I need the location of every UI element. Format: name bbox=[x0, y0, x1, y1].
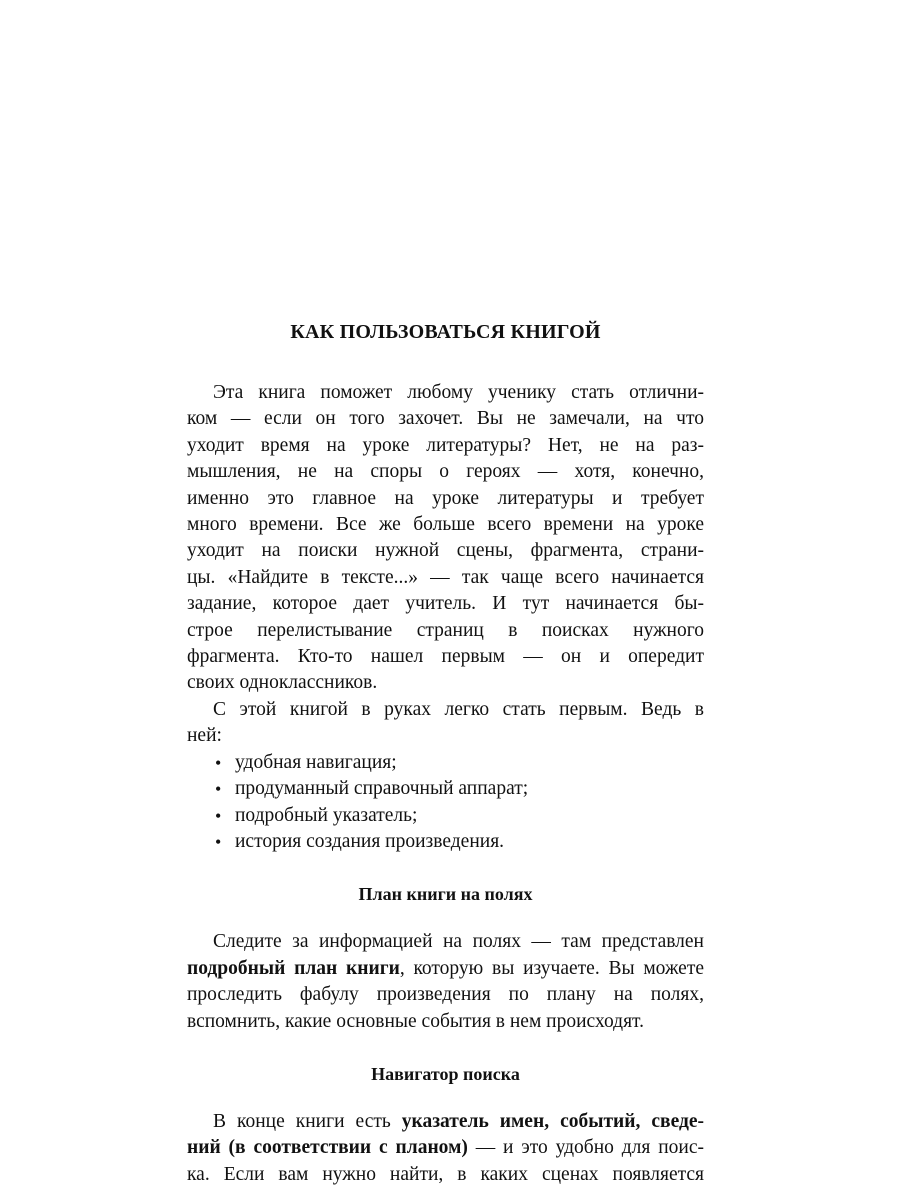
second-paragraph bbox=[187, 697, 704, 750]
section-heading-navigator: Навигатор поиска bbox=[371, 1063, 520, 1084]
list-item bbox=[213, 803, 704, 829]
text-fragment: — и это удобно для поис- bbox=[467, 1137, 704, 1159]
list-item-text: продуманный справочный аппарат; bbox=[235, 778, 529, 800]
text-line: строе перелистывание страниц в поисках нужного bbox=[187, 619, 704, 641]
text-line: С этой книгой в руках легко стать первым. Ведь в bbox=[213, 698, 704, 720]
text-line: именно это главное на уроке литературы и требует bbox=[187, 487, 704, 509]
text-line: ком — если он того захочет. Вы не замечали, на что bbox=[187, 408, 704, 430]
bold-term: ний (в соответствии с планом) bbox=[187, 1137, 468, 1159]
bold-term: указатель имен, событий, сведе- bbox=[401, 1110, 704, 1132]
intro-paragraph bbox=[187, 380, 704, 697]
text-line: ней: bbox=[187, 725, 222, 747]
feature-list bbox=[213, 750, 704, 856]
section-heading-plan: План книги на полях bbox=[358, 884, 533, 905]
text-line: ка. Если вам нужно найти, в каких сценах появляется bbox=[187, 1163, 704, 1185]
bold-term: подробный план книги bbox=[187, 957, 400, 979]
text-line: цы. «Найдите в тексте...» — так чаще всего начинается bbox=[187, 566, 704, 588]
text-line: фрагмента. Кто-то нашел первым — он и опередит bbox=[187, 646, 704, 668]
text-line: мышления, не на споры о героях — хотя, конечно, bbox=[187, 461, 704, 483]
plan-paragraph bbox=[187, 929, 704, 1035]
text-line bbox=[187, 956, 704, 982]
text-line: Следите за информацией на полях — там представлен bbox=[213, 931, 704, 953]
text-fragment: В конце книги есть bbox=[213, 1110, 402, 1132]
list-item bbox=[213, 829, 704, 855]
text-line: уходит на поиски нужной сцены, фрагмента, страни- bbox=[187, 540, 704, 562]
list-item bbox=[213, 750, 704, 776]
list-item-text: история создания произведения. bbox=[235, 830, 505, 852]
bullet-icon: • bbox=[215, 805, 222, 826]
page-body bbox=[187, 318, 704, 1188]
list-item-text: подробный указатель; bbox=[235, 804, 418, 826]
text-line: проследить фабулу произведения по плану на полях, bbox=[187, 984, 704, 1006]
text-line bbox=[187, 1109, 704, 1135]
text-line: своих одноклассников. bbox=[187, 672, 378, 694]
list-item-text: удобная навигация; bbox=[235, 751, 397, 773]
page-title: КАК ПОЛЬЗОВАТЬСЯ КНИГОЙ bbox=[290, 321, 601, 343]
navigator-paragraph bbox=[187, 1109, 704, 1188]
list-item bbox=[213, 776, 704, 802]
bullet-icon: • bbox=[215, 779, 222, 800]
text-line bbox=[187, 1135, 704, 1161]
bullet-icon: • bbox=[215, 752, 222, 773]
text-line: Эта книга поможет любому ученику стать отлични- bbox=[213, 382, 704, 403]
text-line: задание, которое дает учитель. И тут начинается бы- bbox=[187, 593, 704, 615]
text-line: много времени. Все же больше всего времени на уроке bbox=[187, 514, 704, 536]
text-fragment: , которую вы изучаете. Вы можете bbox=[399, 957, 704, 979]
text-line: уходит время на уроке литературы? Нет, не на раз- bbox=[187, 434, 704, 456]
text-line: вспомнить, какие основные события в нем происходят. bbox=[187, 1010, 644, 1032]
bullet-icon: • bbox=[215, 831, 222, 852]
